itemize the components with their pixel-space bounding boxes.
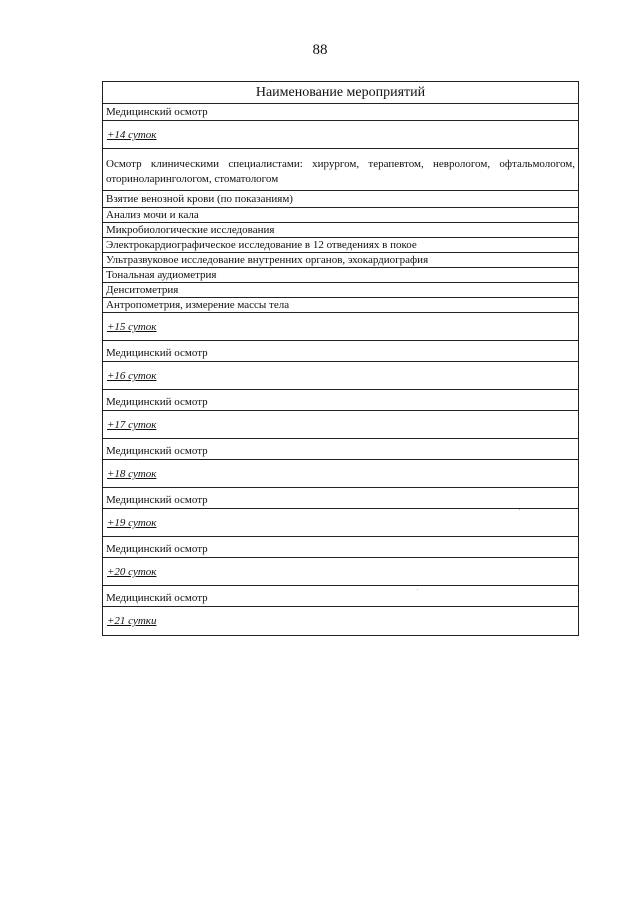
table-row: Медицинский осмотр [103, 488, 578, 509]
table-row: Тональная аудиометрия [103, 268, 578, 283]
period-row: +17 суток [103, 411, 578, 439]
page-number: 88 [312, 42, 328, 58]
period-row: +21 сутки [107, 615, 157, 627]
table-row: Медицинский осмотр [103, 537, 578, 558]
table-row: Антропометрия, измерение массы тела [103, 298, 578, 313]
table-row: Анализ мочи и кала [103, 208, 578, 223]
table-row: Денситометрия [103, 283, 578, 298]
period-row: +19 суток [103, 509, 578, 537]
table-row: Электрокардиографическое исследование в 12 отведениях в покое [103, 238, 578, 253]
period-row: +14 суток [103, 121, 578, 149]
activities-table [102, 81, 579, 636]
period-row: +18 суток [103, 460, 578, 488]
table-row: Осмотр клиническими специалистами: хирургом, терапевтом, неврологом, офтальмологом, оториноларингологом, стоматологом [103, 149, 578, 191]
table-row: Взятие венозной крови (по показаниям) [103, 191, 578, 208]
table-row: Микробиологические исследования [103, 223, 578, 238]
table-row: Ультразвуковое исследование внутренних органов, эхокардиография [103, 253, 578, 268]
scan-speck [417, 589, 418, 590]
table-header: Наименование мероприятий [103, 82, 578, 104]
table-row: Медицинский осмотр [103, 104, 578, 121]
table-row: Медицинский осмотр [103, 586, 578, 607]
period-row: +20 суток [103, 558, 578, 586]
table-row: Медицинский осмотр [103, 439, 578, 460]
scan-speck [519, 509, 520, 510]
table-row: Медицинский осмотр [103, 390, 578, 411]
period-row: +15 суток [103, 313, 578, 341]
period-row: +16 суток [103, 362, 578, 390]
table-row: Медицинский осмотр [103, 341, 578, 362]
